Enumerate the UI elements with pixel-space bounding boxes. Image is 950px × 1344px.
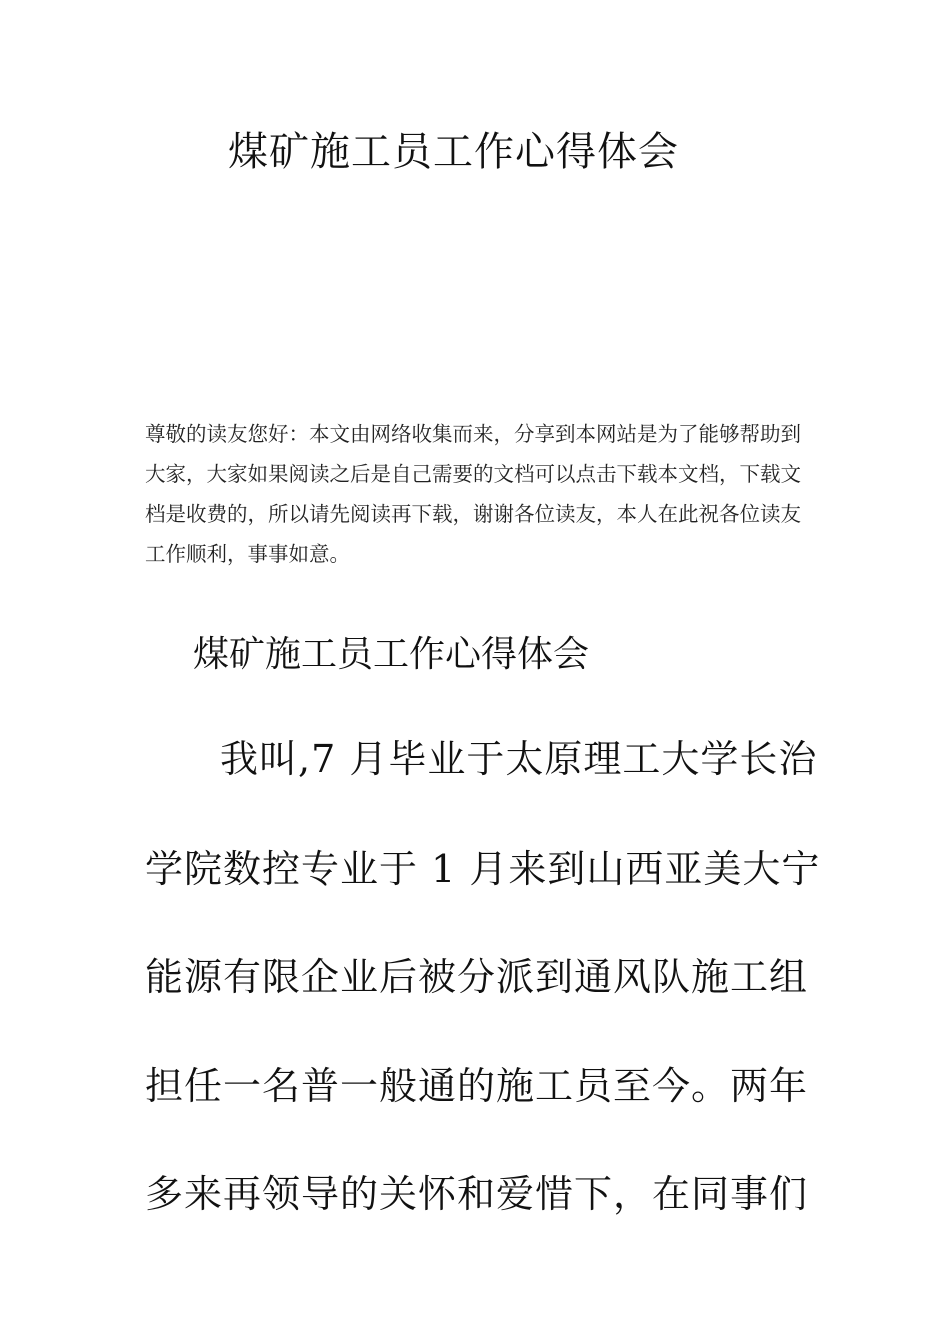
body-line: 担任一名普一般通的施工员至今。两年 [145,1064,809,1108]
document-title: 煤矿施工员工作心得体会 [228,129,679,175]
body-line: 我叫,7 月毕业于太原理工大学长治 [220,737,818,781]
body-line: 能源有限企业后被分派到通风队施工组 [145,955,809,999]
body-line: 多来再领导的关怀和爱惜下，在同事们 [145,1172,809,1216]
reader-notice: 尊敬的读友您好：本文由网络收集而来，分享到本网站是为了能够帮助到大家，大家如果阅读之后是自己需要的文档可以点击下载本文档，下载文档是收费的，所以请先阅读再下载，谢谢各位读友，本人在此祝各位读友工作顺利，事事如意。 [145,422,801,566]
section-title: 煤矿施工员工作心得体会 [193,634,590,675]
body-line: 学院数控专业于 1 月来到山西亚美大宁 [145,847,821,891]
